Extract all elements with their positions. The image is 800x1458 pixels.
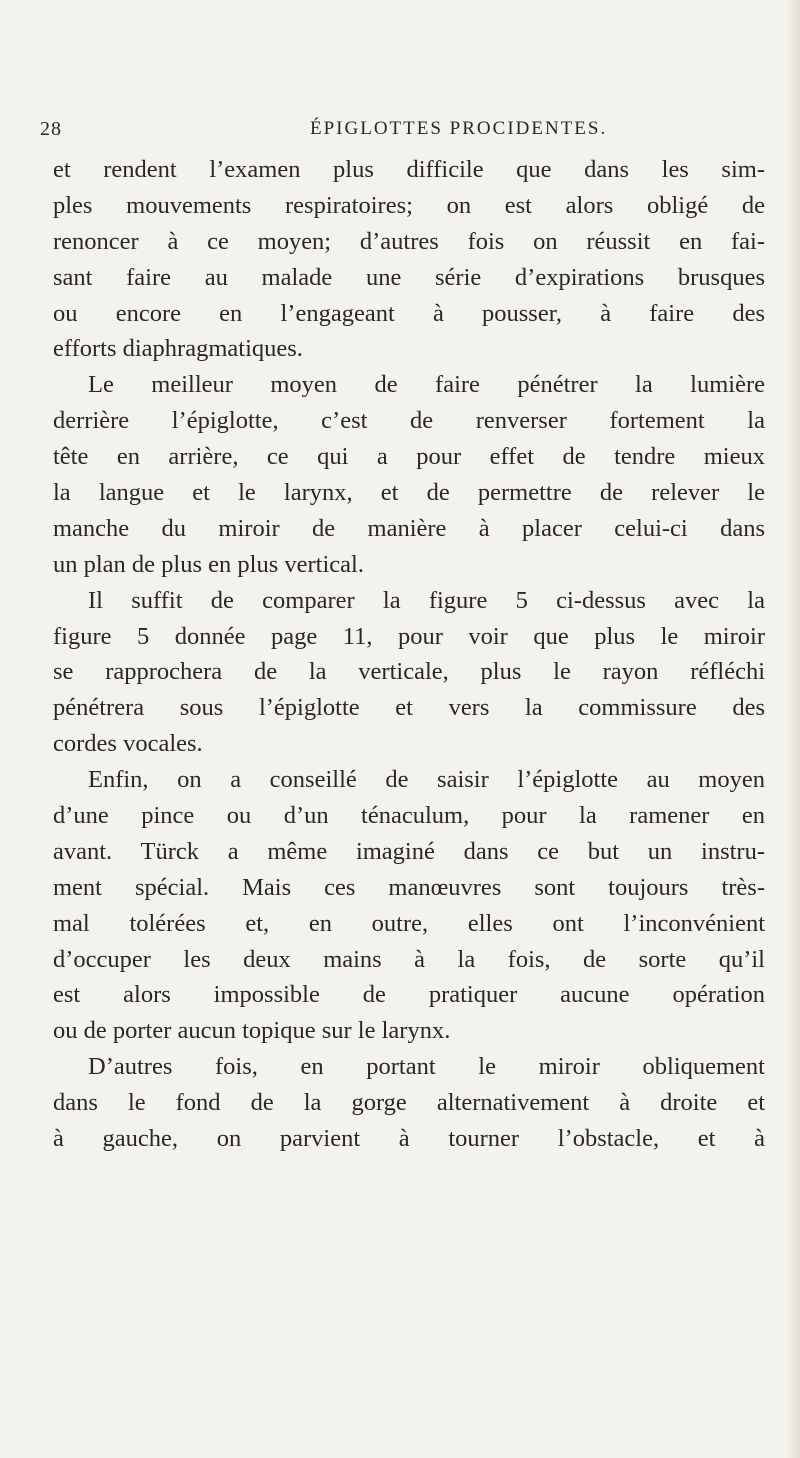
text-line: la langue et le larynx, et de permettre de relever le (53, 479, 765, 507)
page-number: 28 (40, 118, 62, 140)
text-line: sant faire au malade une série d’expirations brusques (53, 263, 765, 291)
page-edge (786, 0, 800, 1458)
text-line: renoncer à ce moyen; d’autres fois on réussit en fai- (53, 227, 765, 255)
text-line: ou de porter aucun topique sur le larynx. (53, 1017, 451, 1045)
text-line: mal tolérées et, en outre, elles ont l’inconvénient (53, 909, 765, 937)
text-line: avant. Türck a même imaginé dans ce but un instru- (53, 837, 765, 865)
text-line: se rapprochera de la verticale, plus le rayon réfléchi (53, 658, 765, 686)
text-line: d’une pince ou d’un ténaculum, pour la ramener en (53, 802, 765, 830)
text-line: ment spécial. Mais ces manœuvres sont toujours très- (53, 873, 765, 901)
text-line: Il suffit de comparer la figure 5 ci-dessus avec la (88, 586, 765, 614)
text-line: d’occuper les deux mains à la fois, de sorte qu’il (53, 945, 765, 973)
text-line: pénétrera sous l’épiglotte et vers la commissure des (53, 694, 765, 722)
text-line: ples mouvements respiratoires; on est alors obligé de (53, 191, 765, 219)
text-line: Le meilleur moyen de faire pénétrer la lumière (88, 371, 765, 399)
text-line: à gauche, on parvient à tourner l’obstacle, et à (53, 1125, 765, 1153)
text-line: et rendent l’examen plus difficile que dans les sim- (53, 156, 765, 183)
page-header (40, 118, 780, 144)
text-line: ou encore en l’engageant à pousser, à faire des (53, 299, 765, 327)
text-line: figure 5 donnée page 11, pour voir que plus le miroir (53, 622, 765, 650)
body-text (53, 152, 765, 1157)
text-line: efforts diaphragmatiques. (53, 335, 303, 363)
text-line: cordes vocales. (53, 730, 203, 758)
text-line: Enfin, on a conseillé de saisir l’épiglotte au moyen (88, 766, 765, 794)
text-line: est alors impossible de pratiquer aucune opération (53, 981, 765, 1009)
text-line: un plan de plus en plus vertical. (53, 550, 364, 578)
text-line: dans le fond de la gorge alternativement à droite et (53, 1089, 765, 1117)
text-line: derrière l’épiglotte, c’est de renverser fortement la (53, 407, 765, 435)
text-line: D’autres fois, en portant le miroir obliquement (88, 1053, 765, 1081)
running-title: ÉPIGLOTTES PROCIDENTES. (310, 118, 608, 139)
text-line: tête en arrière, ce qui a pour effet de tendre mieux (53, 443, 765, 471)
text-line: manche du miroir de manière à placer celui-ci dans (53, 514, 765, 542)
